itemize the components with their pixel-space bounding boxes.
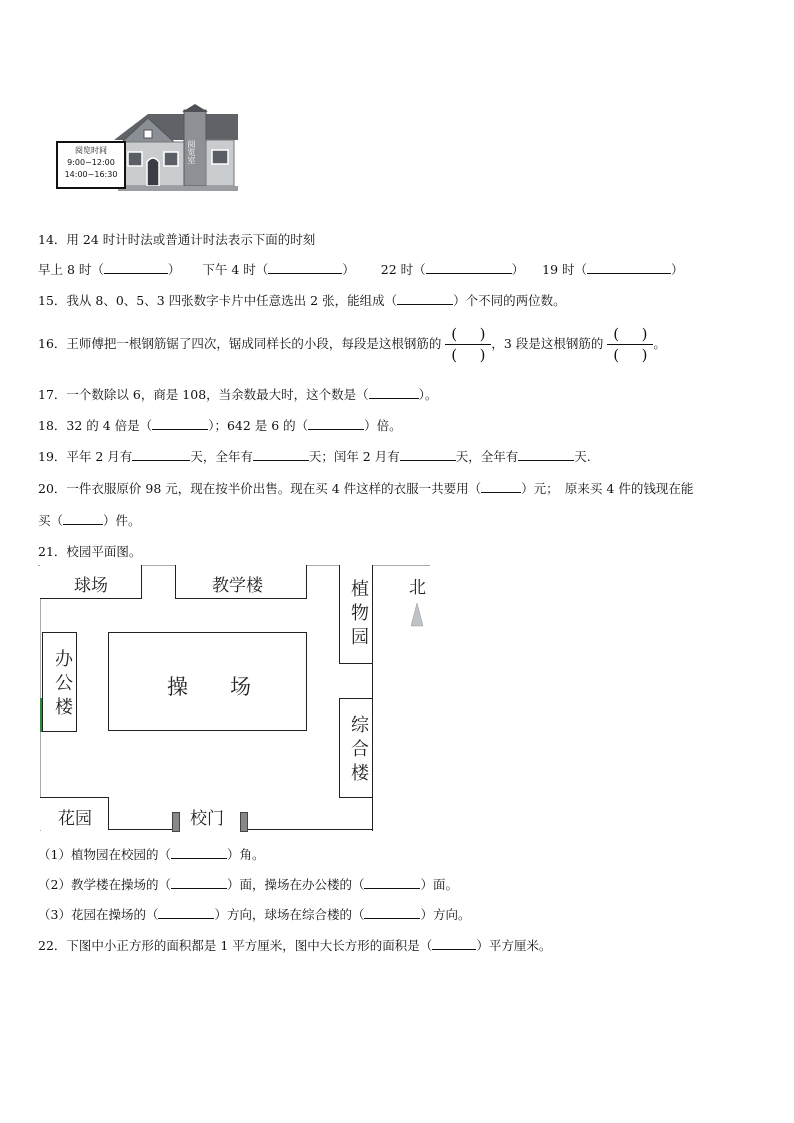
gate-post-left <box>172 812 180 832</box>
question-15: 15．我从 8、0、5、3 四张数字卡片中任意选出 2 张，能组成（ ）个不同的两位数。 <box>38 293 566 308</box>
map-teaching-building: 教学楼 <box>175 565 307 599</box>
map-playground: 操 场 <box>108 632 307 731</box>
opening-hours-sign <box>56 141 126 189</box>
question-20-line2: 买（ ）件。 <box>38 513 141 528</box>
map-complex-building: 综合楼 <box>339 698 373 798</box>
question-18: 18．32 的 4 倍是（ ）；642 是 6 的（ ）倍。 <box>38 418 402 433</box>
sign-hours-afternoon: 14:00~16:30 <box>64 170 118 179</box>
question-21: 21．校园平面图。 <box>38 544 142 559</box>
question-17: 17．一个数除以 6，商是 108，当余数最大时，这个数是（ ）。 <box>38 387 438 402</box>
map-north-label: 北 <box>409 578 426 598</box>
map-school-gate: 校门 <box>190 809 224 829</box>
answer-blank[interactable] <box>364 906 420 919</box>
question-22: 22．下图中小正方形的面积都是 1 平方厘米，图中大长方形的面积是（ ）平方厘米。 <box>38 938 552 953</box>
answer-blank[interactable] <box>171 846 227 859</box>
fraction-blank[interactable]: $\frac{( )}{( )}$ <box>607 324 653 365</box>
map-ball-court: 球场 <box>40 565 142 599</box>
question-21-2: （2）教学楼在操场的（ ）面，操场在办公楼的（ ）面。 <box>38 877 458 892</box>
question-21-3: （3）花园在操场的（ ）方向，球场在综合楼的（ ）方向。 <box>38 907 471 922</box>
answer-blank[interactable] <box>104 261 168 274</box>
question-14: 14．用 24 时计时法或普通计时法表示下面的时刻 <box>38 232 316 247</box>
answer-blank[interactable] <box>158 906 214 919</box>
answer-blank[interactable] <box>481 480 521 493</box>
answer-blank[interactable] <box>587 261 671 274</box>
question-16: 16．王师傅把一根钢筋锯了四次，锯成同样长的小段，每段是这根钢筋的 $\frac{( )}{( )}$ ，3 段是这根钢筋的 $\frac{( )}{( )}$ 。 <box>38 325 666 364</box>
map-botanical-garden: 植物园 <box>339 565 373 664</box>
answer-blank[interactable] <box>132 448 190 461</box>
answer-blank[interactable] <box>63 512 103 525</box>
answer-blank[interactable] <box>518 448 574 461</box>
library-building-image <box>108 104 240 192</box>
answer-blank[interactable] <box>397 292 453 305</box>
answer-blank[interactable] <box>152 417 208 430</box>
answer-blank[interactable] <box>400 448 456 461</box>
north-arrow-icon <box>411 603 423 627</box>
answer-blank[interactable] <box>364 876 420 889</box>
answer-blank[interactable] <box>308 417 364 430</box>
answer-blank[interactable] <box>253 448 309 461</box>
sign-hours-morning: 9:00~12:00 <box>67 158 115 167</box>
map-office-building: 办公楼 <box>42 632 77 732</box>
question-19: 19．平年 2 月有 天，全年有 天；闰年 2 月有 天，全年有 天. <box>38 449 591 464</box>
map-garden: 花园 <box>40 797 109 830</box>
answer-blank[interactable] <box>171 876 227 889</box>
fraction-blank[interactable]: $\frac{( )}{( )}$ <box>445 324 491 365</box>
answer-blank[interactable] <box>426 261 512 274</box>
answer-blank[interactable] <box>432 937 476 950</box>
map-bottom-edge-right <box>245 829 373 830</box>
question-21-1: （1）植物园在校园的（ ）角。 <box>38 847 265 862</box>
question-14-answers: 早上 8 时（ ） 下午 4 时（ ） 22 时（ ） 19 时（ ） <box>38 262 684 277</box>
answer-blank[interactable] <box>268 261 342 274</box>
answer-blank[interactable] <box>369 386 419 399</box>
gate-post-right <box>240 812 248 832</box>
tower-label: 阅览室 <box>187 140 196 164</box>
question-20: 20．一件衣服原价 98 元，现在按半价出售。现在买 4 件这样的衣服一共要用（ ）元； 原来买 4 件的钱现在能 <box>38 481 694 496</box>
sign-title: 阅览时间 <box>75 146 107 155</box>
